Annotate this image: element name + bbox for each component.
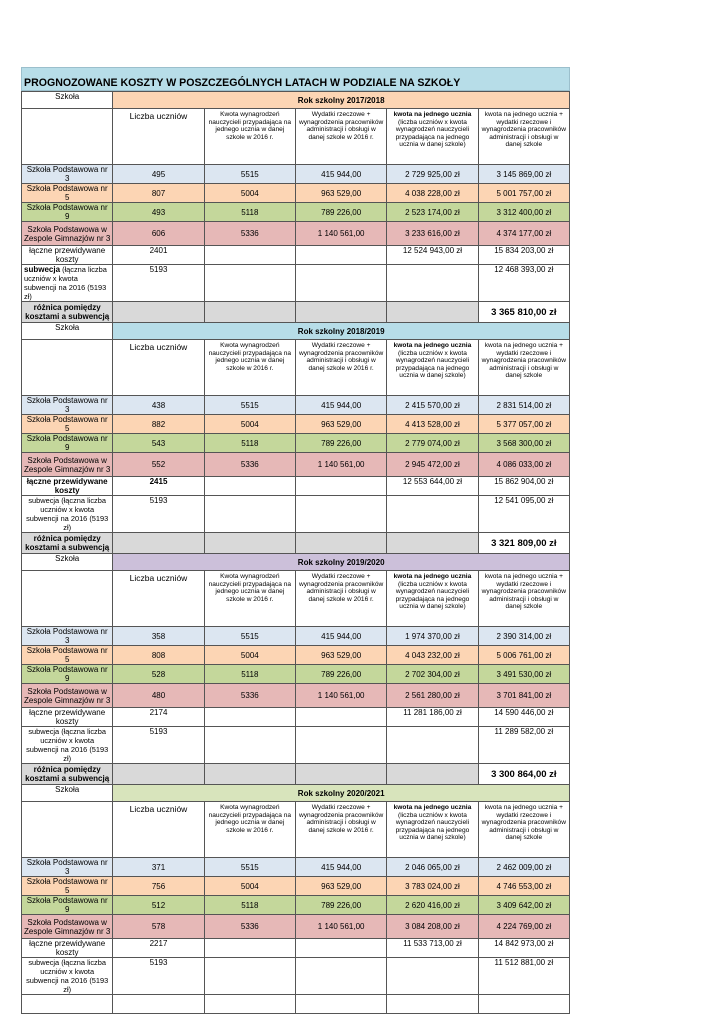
wydatki-value: 415 944,00 [295,396,386,415]
empty-cell [387,302,478,323]
kwota-value: 5515 [204,858,295,877]
school-name: Szkoła Podstawowa nr 9 [22,665,113,684]
row-sp5 [22,184,570,203]
wydatki-header: Wydatki rzeczowe + wynagrodzenia pracowników administracji i obsługi w danej szkole w 2016 r. [295,340,386,396]
kwota-plus-value: 3 145 869,00 zł [478,165,569,184]
row-sp-gim3 [22,453,570,477]
wydatki-value: 789 226,00 [295,434,386,453]
kwota-jedn-value: 4 043 232,00 zł [387,646,478,665]
liczba-value: 552 [113,453,204,477]
wydatki-header: Wydatki rzeczowe + wynagrodzenia pracowników administracji i obsługi w danej szkole w 2016 r. [295,109,386,165]
kwota-jedn-value: 3 783 024,00 zł [387,877,478,896]
empty-cell [295,764,386,785]
school-name: Szkoła Podstawowa w Zespole Gimnazjów nr 3 [22,684,113,708]
laczne-liczba: 2415 [113,477,204,496]
szkola-header: Szkoła [22,323,113,340]
kwota-header: Kwota wynagrodzeń nauczycieli przypadająca na jednego ucznia w danej szkole w 2016 r. [204,802,295,858]
liczba-value: 512 [113,896,204,915]
kwota-value: 5004 [204,877,295,896]
kwota-plus-header: kwota na jednego ucznia + wydatki rzeczowe i wynagrodzenia pracowników administracji i obsługi w danej szkole [478,571,569,627]
empty-cell [204,533,295,554]
kwota-plus-value: 5 006 761,00 zł [478,646,569,665]
liczba-value: 495 [113,165,204,184]
row-roznica [22,302,570,323]
school-name: Szkoła Podstawowa nr 5 [22,877,113,896]
liczba-value: 808 [113,646,204,665]
kwota-value: 5118 [204,896,295,915]
year-label: Rok szkolny 2020/2021 [113,785,570,802]
subwencja-kp: 11 289 582,00 zł [478,727,569,764]
empty-cell [387,727,478,764]
laczne-kj: 11 533 713,00 zł [387,939,478,958]
wydatki-value: 415 944,00 [295,165,386,184]
kwota-jedn-value: 2 046 065,00 zł [387,858,478,877]
subwencja-kp: 12 541 095,00 zł [478,496,569,533]
kwota-jedn-value: 4 038 228,00 zł [387,184,478,203]
empty-cell [295,708,386,727]
laczne-kj: 12 524 943,00 zł [387,246,478,265]
liczba-value: 882 [113,415,204,434]
kwota-value: 5004 [204,184,295,203]
subwencja-liczba: 5193 [113,727,204,764]
school-name: Szkoła Podstawowa nr 9 [22,203,113,222]
kwota-plus-value: 2 390 314,00 zł [478,627,569,646]
kwota-header: Kwota wynagrodzeń nauczycieli przypadająca na jednego ucznia w danej szkole w 2016 r. [204,571,295,627]
liczba-value: 371 [113,858,204,877]
year-block-2 [21,553,570,785]
kwota-value: 5336 [204,222,295,246]
subwencja-label-rest: (łączna liczba uczniów x kwota subwencji na 2016 (5193 zł) [26,496,109,532]
row-sp3 [22,627,570,646]
school-name: Szkoła Podstawowa nr 9 [22,434,113,453]
laczne-kj: 12 553 644,00 zł [387,477,478,496]
kwota-jedn-value: 2 779 074,00 zł [387,434,478,453]
kwota-jedn-value: 3 084 208,00 zł [387,915,478,939]
kwota-value: 5118 [204,665,295,684]
kwota-jedn-value: 2 702 304,00 zł [387,665,478,684]
roznica-label: różnica pomiędzy kosztami a subwencją [22,302,113,323]
kwota-jedn-header [387,802,478,858]
wydatki-value: 1 140 561,00 [295,684,386,708]
wydatki-value: 1 140 561,00 [295,915,386,939]
row-subwencja [22,727,570,764]
year-label: Rok szkolny 2019/2020 [113,554,570,571]
liczba-value: 578 [113,915,204,939]
kwota-plus-value: 3 568 300,00 zł [478,434,569,453]
kwota-plus-value: 4 374 177,00 zł [478,222,569,246]
empty-cell [295,727,386,764]
kwota-jedn-header-bold: kwota na jednego ucznia [393,111,472,118]
kwota-jedn-header-rest: (liczba uczniów x kwota wynagrodzeń nauczycieli przypadająca na jednego ucznia w danej szkole) [395,349,470,380]
kwota-value: 5004 [204,415,295,434]
empty-cell [295,246,386,265]
subwencja-label-rest: (łączna liczba uczniów x kwota subwencji na 2016 (5193 zł) [24,265,107,301]
school-name: Szkoła Podstawowa nr 3 [22,627,113,646]
page-title: PROGNOZOWANE KOSZTY W POSZCZEGÓLNYCH LATACH W PODZIALE NA SZKOŁY [24,77,461,89]
szkola-header: Szkoła [22,785,113,802]
kwota-plus-header: kwota na jednego ucznia + wydatki rzeczowe i wynagrodzenia pracowników administracji i obsługi w danej szkole [478,109,569,165]
row-laczne [22,708,570,727]
laczne-liczba: 2401 [113,246,204,265]
empty-cell [387,995,478,1014]
empty-cell [387,533,478,554]
kwota-plus-value: 3 701 841,00 zł [478,684,569,708]
liczba-header: Liczba uczniów [113,340,204,396]
kwota-value: 5118 [204,203,295,222]
kwota-value: 5004 [204,646,295,665]
empty-cell [204,939,295,958]
empty-cell [204,302,295,323]
laczne-kj: 11 281 186,00 zł [387,708,478,727]
empty-cell [204,265,295,302]
subwencja-kp: 11 512 881,00 zł [478,958,569,995]
subwencja-liczba: 5193 [113,496,204,533]
kwota-jedn-header [387,340,478,396]
row-sp9 [22,896,570,915]
school-name: Szkoła Podstawowa nr 3 [22,396,113,415]
year-block-3 [21,784,570,1014]
empty-cell [295,496,386,533]
year-blocks [21,91,570,1014]
school-name: Szkoła Podstawowa nr 5 [22,646,113,665]
row-roznica [22,533,570,554]
roznica-value: 3 300 864,00 zł [478,764,569,785]
empty-cell [113,764,204,785]
empty-cell [295,265,386,302]
empty-cell [204,477,295,496]
kwota-jedn-header-rest: (liczba uczniów x kwota wynagrodzeń nauczycieli przypadająca na jednego ucznia w danej szkole) [395,118,470,149]
empty-cell [295,302,386,323]
blank-header-cell [22,340,113,396]
school-name: Szkoła Podstawowa nr 9 [22,896,113,915]
kwota-value: 5515 [204,165,295,184]
wydatki-header: Wydatki rzeczowe + wynagrodzenia pracowników administracji i obsługi w danej szkole w 2016 r. [295,802,386,858]
kwota-jedn-value: 2 945 472,00 zł [387,453,478,477]
liczba-value: 756 [113,877,204,896]
row-sp5 [22,877,570,896]
blank-header-cell [22,109,113,165]
liczba-value: 606 [113,222,204,246]
empty-cell [478,995,569,1014]
row-sp5 [22,415,570,434]
wydatki-value: 963 529,00 [295,184,386,203]
subwencja-label-rest: (łączna liczba uczniów x kwota subwencji na 2016 (5193 zł) [26,958,109,994]
kwota-jedn-value: 3 233 616,00 zł [387,222,478,246]
kwota-value: 5336 [204,915,295,939]
kwota-plus-header: kwota na jednego ucznia + wydatki rzeczowe i wynagrodzenia pracowników administracji i obsługi w danej szkole [478,802,569,858]
empty-cell [204,995,295,1014]
kwota-value: 5336 [204,453,295,477]
row-roznica [22,764,570,785]
row-laczne [22,939,570,958]
kwota-header: Kwota wynagrodzeń nauczycieli przypadająca na jednego ucznia w danej szkole w 2016 r. [204,109,295,165]
laczne-label: łączne przewidywane koszty [22,246,113,265]
school-name: Szkoła Podstawowa w Zespole Gimnazjów nr 3 [22,222,113,246]
kwota-jedn-value: 1 974 370,00 zł [387,627,478,646]
empty-cell [204,246,295,265]
kwota-plus-value: 4 086 033,00 zł [478,453,569,477]
year-block-0 [21,91,570,323]
year-block-1 [21,322,570,554]
cost-forecast-sheet [21,67,570,1014]
subwencja-label [22,727,113,764]
row-sp-gim3 [22,684,570,708]
row-subwencja [22,958,570,995]
kwota-jedn-header-rest: (liczba uczniów x kwota wynagrodzeń nauczycieli przypadająca na jednego ucznia w danej szkole) [395,811,470,842]
laczne-kp: 15 834 203,00 zł [478,246,569,265]
kwota-jedn-header-bold: kwota na jednego ucznia [393,573,472,580]
subwencja-label [22,496,113,533]
subwencja-label [22,958,113,995]
wydatki-value: 963 529,00 [295,646,386,665]
row-sp3 [22,396,570,415]
year-label: Rok szkolny 2017/2018 [113,92,570,109]
empty-cell [387,496,478,533]
roznica-value: 3 321 809,00 zł [478,533,569,554]
subwencja-label-main: subwecja [28,958,60,967]
empty-cell [204,958,295,995]
subwencja-label-main: subwecja [28,727,60,736]
empty-cell [295,939,386,958]
liczba-header: Liczba uczniów [113,109,204,165]
kwota-value: 5118 [204,434,295,453]
row-laczne [22,246,570,265]
liczba-value: 493 [113,203,204,222]
liczba-value: 438 [113,396,204,415]
row-subwencja [22,265,570,302]
row-sp9 [22,434,570,453]
kwota-jedn-header-bold: kwota na jednego ucznia [393,804,472,811]
empty-cell [387,958,478,995]
wydatki-value: 1 140 561,00 [295,222,386,246]
year-label: Rok szkolny 2018/2019 [113,323,570,340]
wydatki-value: 415 944,00 [295,858,386,877]
szkola-header: Szkoła [22,92,113,109]
roznica-label: różnica pomiędzy kosztami a subwencją [22,533,113,554]
liczba-value: 480 [113,684,204,708]
empty-cell [113,995,204,1014]
row-sp-gim3 [22,915,570,939]
row-sp5 [22,646,570,665]
wydatki-value: 789 226,00 [295,665,386,684]
subwencja-kp: 12 468 393,00 zł [478,265,569,302]
empty-cell [295,533,386,554]
laczne-label: łączne przewidywane koszty [22,939,113,958]
kwota-jedn-value: 2 729 925,00 zł [387,165,478,184]
kwota-plus-value: 4 746 553,00 zł [478,877,569,896]
row-cut-off [22,995,570,1014]
laczne-label: łączne przewidywane koszty [22,708,113,727]
subwencja-label-rest: (łączna liczba uczniów x kwota subwencji na 2016 (5193 zł) [26,727,109,763]
subwencja-label-main: subwecja [24,265,61,274]
kwota-plus-value: 4 224 769,00 zł [478,915,569,939]
school-name: Szkoła Podstawowa nr 3 [22,165,113,184]
row-subwencja [22,496,570,533]
school-name: Szkoła Podstawowa nr 5 [22,184,113,203]
row-sp3 [22,165,570,184]
szkola-header: Szkoła [22,554,113,571]
laczne-liczba: 2174 [113,708,204,727]
title-row [21,67,570,91]
empty-cell [295,995,386,1014]
wydatki-header: Wydatki rzeczowe + wynagrodzenia pracowników administracji i obsługi w danej szkole w 2016 r. [295,571,386,627]
empty-cell [295,477,386,496]
kwota-plus-value: 2 462 009,00 zł [478,858,569,877]
school-name: Szkoła Podstawowa w Zespole Gimnazjów nr 3 [22,915,113,939]
wydatki-value: 789 226,00 [295,203,386,222]
liczba-value: 358 [113,627,204,646]
kwota-header: Kwota wynagrodzeń nauczycieli przypadająca na jednego ucznia w danej szkole w 2016 r. [204,340,295,396]
kwota-value: 5336 [204,684,295,708]
liczba-value: 543 [113,434,204,453]
kwota-plus-value: 5 001 757,00 zł [478,184,569,203]
blank-header-cell [22,571,113,627]
laczne-label: łączne przewidywane koszty [22,477,113,496]
kwota-jedn-value: 2 415 570,00 zł [387,396,478,415]
laczne-kp: 14 842 973,00 zł [478,939,569,958]
row-sp-gim3 [22,222,570,246]
liczba-value: 528 [113,665,204,684]
wydatki-value: 415 944,00 [295,627,386,646]
liczba-header: Liczba uczniów [113,571,204,627]
school-name: Szkoła Podstawowa nr 5 [22,415,113,434]
empty-cell [22,995,113,1014]
kwota-plus-value: 5 377 057,00 zł [478,415,569,434]
subwencja-label [22,265,113,302]
subwencja-label-main: subwecja [28,496,60,505]
kwota-plus-value: 3 409 642,00 zł [478,896,569,915]
kwota-jedn-value: 2 561 280,00 zł [387,684,478,708]
liczba-value: 807 [113,184,204,203]
wydatki-value: 1 140 561,00 [295,453,386,477]
kwota-plus-header: kwota na jednego ucznia + wydatki rzeczowe i wynagrodzenia pracowników administracji i obsługi w danej szkole [478,340,569,396]
empty-cell [113,533,204,554]
kwota-value: 5515 [204,627,295,646]
wydatki-value: 963 529,00 [295,415,386,434]
laczne-liczba: 2217 [113,939,204,958]
empty-cell [204,764,295,785]
subwencja-liczba: 5193 [113,265,204,302]
kwota-jedn-value: 4 413 528,00 zł [387,415,478,434]
kwota-jedn-value: 2 620 416,00 zł [387,896,478,915]
kwota-plus-value: 3 312 400,00 zł [478,203,569,222]
empty-cell [204,727,295,764]
laczne-kp: 14 590 446,00 zł [478,708,569,727]
empty-cell [113,302,204,323]
row-sp9 [22,665,570,684]
empty-cell [387,265,478,302]
subwencja-liczba: 5193 [113,958,204,995]
wydatki-value: 963 529,00 [295,877,386,896]
blank-header-cell [22,802,113,858]
laczne-kp: 15 862 904,00 zł [478,477,569,496]
empty-cell [387,764,478,785]
roznica-label: różnica pomiędzy kosztami a subwencją [22,764,113,785]
empty-cell [204,708,295,727]
row-sp9 [22,203,570,222]
kwota-plus-value: 2 831 514,00 zł [478,396,569,415]
kwota-jedn-header [387,571,478,627]
school-name: Szkoła Podstawowa w Zespole Gimnazjów nr 3 [22,453,113,477]
kwota-jedn-header [387,109,478,165]
liczba-header: Liczba uczniów [113,802,204,858]
school-name: Szkoła Podstawowa nr 3 [22,858,113,877]
kwota-jedn-header-bold: kwota na jednego ucznia [393,342,472,349]
empty-cell [204,496,295,533]
kwota-jedn-value: 2 523 174,00 zł [387,203,478,222]
kwota-value: 5515 [204,396,295,415]
roznica-value: 3 365 810,00 zł [478,302,569,323]
row-sp3 [22,858,570,877]
row-laczne [22,477,570,496]
kwota-jedn-header-rest: (liczba uczniów x kwota wynagrodzeń nauczycieli przypadająca na jednego ucznia w danej szkole) [395,580,470,611]
wydatki-value: 789 226,00 [295,896,386,915]
kwota-plus-value: 3 491 530,00 zł [478,665,569,684]
empty-cell [295,958,386,995]
